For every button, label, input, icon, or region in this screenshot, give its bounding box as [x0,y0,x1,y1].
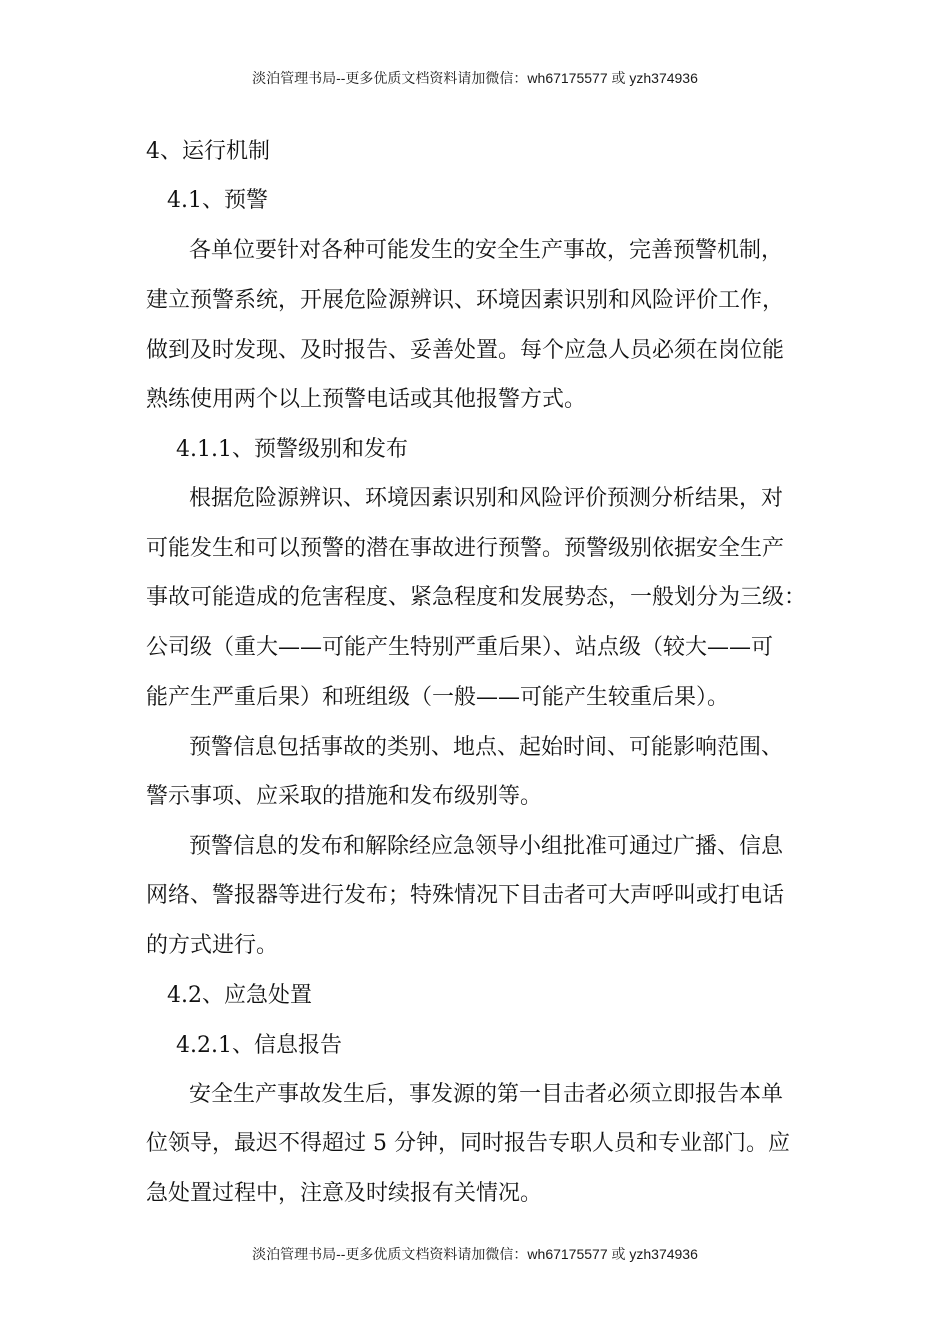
paragraph-line: 做到及时发现、及时报告、妥善处置。每个应急人员必须在岗位能 [146,338,785,363]
paragraph-line: 安全生产事故发生后，事发源的第一目击者必须立即报告本单 [189,1082,784,1107]
subsection-heading: 4.1.1、预警级别和发布 [176,437,408,462]
page-footer: 淡泊管理书局--更多优质文档资料请加微信：wh67175577 或 yzh374936 [252,1246,698,1262]
paragraph-line: 位领导，最迟不得超过 5 分钟，同时报告专职人员和专业部门。应 [146,1131,790,1156]
subsection-heading: 4.2.1、信息报告 [176,1033,342,1058]
paragraph-line: 根据危险源辨识、环境因素识别和风险评价预测分析结果，对 [189,486,784,511]
paragraph-line: 的方式进行。 [146,933,279,958]
subsection-heading: 4.2、应急处置 [167,983,312,1008]
paragraph-line: 事故可能造成的危害程度、紧急程度和发展势态，一般划分为三级： [146,585,807,610]
paragraph-line: 熟练使用两个以上预警电话或其他报警方式。 [146,387,587,412]
paragraph-line: 预警信息的发布和解除经应急领导小组批准可通过广播、信息 [189,834,784,859]
paragraph-line: 急处置过程中，注意及时续报有关情况。 [146,1181,543,1206]
subsection-heading: 4.1、预警 [167,188,268,213]
paragraph-line: 网络、警报器等进行发布；特殊情况下目击者可大声呼叫或打电话 [146,883,785,908]
paragraph-line: 预警信息包括事故的类别、地点、起始时间、可能影响范围、 [189,735,784,760]
paragraph-line: 各单位要针对各种可能发生的安全生产事故，完善预警机制， [189,238,784,263]
page-header: 淡泊管理书局--更多优质文档资料请加微信：wh67175577 或 yzh374936 [252,70,698,86]
paragraph-line: 警示事项、应采取的措施和发布级别等。 [146,784,543,809]
section-heading: 4、运行机制 [146,139,270,164]
paragraph-line: 可能发生和可以预警的潜在事故进行预警。预警级别依据安全生产 [146,536,785,561]
paragraph-line: 能产生严重后果）和班组级（一般——可能产生较重后果）。 [146,685,730,710]
paragraph-line: 建立预警系统，开展危险源辨识、环境因素识别和风险评价工作， [146,288,785,313]
paragraph-line: 公司级（重大——可能产生特别严重后果）、站点级（较大——可 [146,635,774,660]
